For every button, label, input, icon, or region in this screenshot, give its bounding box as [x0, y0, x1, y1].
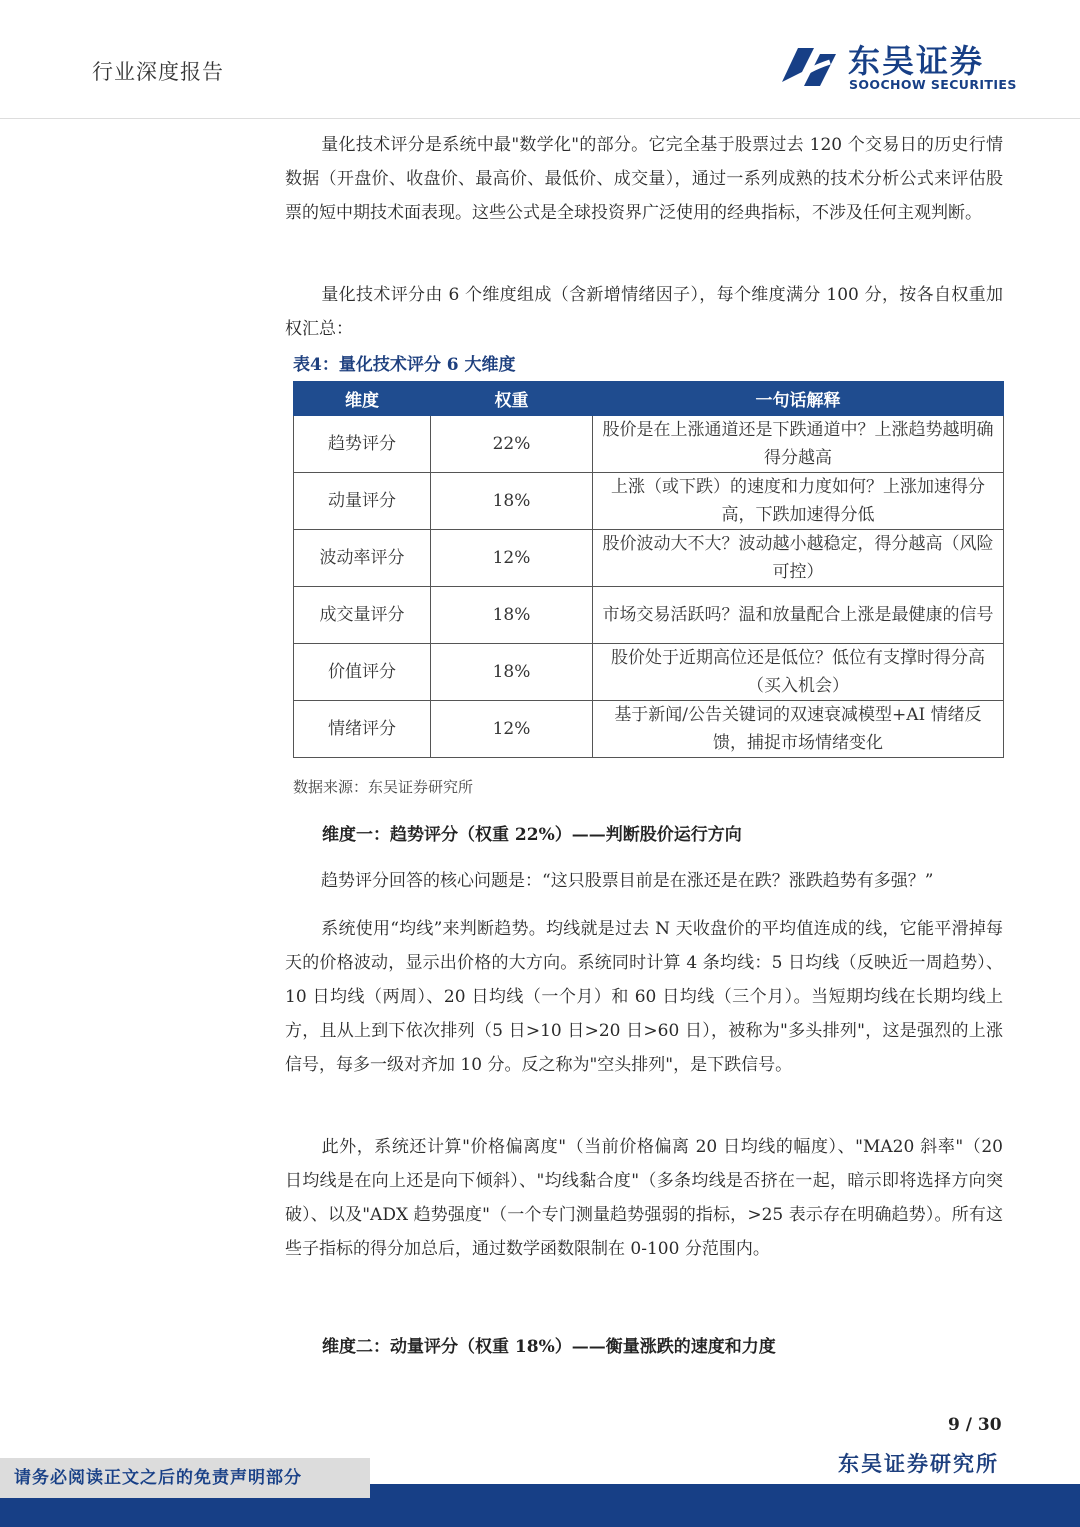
paragraph-intro-text: 量化技术评分是系统中最"数学化"的部分。它完全基于股票过去 120 个交易日的历史行情数据（开盘价、收盘价、最高价、最低价、成交量），通过一系列成熟的技术分析公式来评估股票的短中期技术面表现。这些公式是全球投资界广泛使用的经典指标，不涉及任何主观判断。	[285, 135, 1003, 223]
table-header-dimension: 维度	[294, 382, 431, 416]
paragraph-dimensions	[285, 278, 1003, 346]
logo-english-name: SOOCHOW SECURITIES	[849, 77, 1017, 92]
table-caption: 表4：量化技术评分 6 大维度	[293, 355, 516, 375]
cell-dimension: 情绪评分	[294, 701, 431, 758]
table-header-row	[294, 382, 1004, 416]
table-row	[294, 644, 1004, 701]
paragraph-trend-question-text: 趋势评分回答的核心问题是：“这只股票目前是在涨还是在跌？涨跌趋势有多强？”	[321, 871, 934, 891]
table-row	[294, 701, 1004, 758]
section-heading-momentum: 维度二：动量评分（权重 18%）——衡量涨跌的速度和力度	[322, 1337, 776, 1357]
soochow-logo-icon	[778, 42, 838, 92]
table-row	[294, 415, 1004, 473]
table-row	[294, 530, 1004, 587]
table-header-explanation: 一句话解释	[593, 382, 1004, 416]
logo-chinese-name: 东吴证券	[848, 42, 985, 80]
cell-weight: 18%	[431, 644, 593, 701]
cell-weight: 12%	[431, 701, 593, 758]
table-row	[294, 473, 1004, 530]
header-divider	[0, 118, 1080, 119]
paragraph-moving-average	[285, 912, 1003, 1082]
section-heading-trend: 维度一：趋势评分（权重 22%）——判断股价运行方向	[322, 825, 742, 845]
data-source-note: 数据来源：东吴证券研究所	[293, 778, 474, 796]
report-type-label: 行业深度报告	[92, 60, 224, 84]
cell-explanation: 市场交易活跃吗？温和放量配合上涨是最健康的信号	[593, 587, 1004, 644]
cell-explanation: 基于新闻/公告关键词的双速衰减模型+AI 情绪反馈，捕捉市场情绪变化	[593, 701, 1004, 758]
cell-dimension: 趋势评分	[294, 415, 431, 473]
cell-dimension: 成交量评分	[294, 587, 431, 644]
dimensions-table	[293, 381, 1004, 758]
cell-explanation: 股价波动大不大？波动越小越稳定，得分越高（风险可控）	[593, 530, 1004, 587]
footer-institute-name: 东吴证券研究所	[838, 1451, 999, 1476]
paragraph-sub-indicators-text: 此外，系统还计算"价格偏离度"（当前价格偏离 20 日均线的幅度）、"MA20 斜率"（20 日均线是在向上还是向下倾斜）、"均线黏合度"（多条均线是否挤在一起，暗示即将选择方向突破）、以及"ADX 趋势强度"（一个专门测量趋势强弱的指标，>25 表示存在明确趋势）。所有这些子指标的得分加总后，通过数学函数限制在 0-100 分范围内。	[285, 1137, 1003, 1259]
cell-explanation: 股价是在上涨通道还是下跌通道中？上涨趋势越明确得分越高	[593, 415, 1004, 473]
cell-dimension: 动量评分	[294, 473, 431, 530]
paragraph-intro	[285, 128, 1003, 230]
paragraph-sub-indicators	[285, 1130, 1003, 1266]
cell-weight: 12%	[431, 530, 593, 587]
cell-explanation: 上涨（或下跌）的速度和力度如何？上涨加速得分高，下跌加速得分低	[593, 473, 1004, 530]
cell-dimension: 价值评分	[294, 644, 431, 701]
cell-weight: 22%	[431, 415, 593, 473]
paragraph-trend-question	[285, 864, 1003, 898]
company-logo	[778, 40, 1017, 96]
paragraph-moving-average-text: 系统使用“均线”来判断趋势。均线就是过去 N 天收盘价的平均值连成的线，它能平滑掉每天的价格波动，显示出价格的大方向。系统同时计算 4 条均线：5 日均线（反映近一周趋势）、10 日均线（两周）、20 日均线（一个月）和 60 日均线（三个月）。当短期均线在长期均线上方，且从上到下依次排列（5 日>10 日>20 日>60 日），被称为"多头排列"，这是强烈的上涨信号，每多一级对齐加 10 分。反之称为"空头排列"，是下跌信号。	[285, 919, 1003, 1075]
table-row	[294, 587, 1004, 644]
page-number: 9 / 30	[948, 1415, 1002, 1435]
cell-weight: 18%	[431, 473, 593, 530]
cell-dimension: 波动率评分	[294, 530, 431, 587]
cell-explanation: 股价处于近期高位还是低位？低位有支撑时得分高（买入机会）	[593, 644, 1004, 701]
table-header-weight: 权重	[431, 382, 593, 416]
paragraph-dimensions-text: 量化技术评分由 6 个维度组成（含新增情绪因子），每个维度满分 100 分，按各自权重加权汇总：	[285, 285, 1003, 339]
disclaimer-notice: 请务必阅读正文之后的免责声明部分	[0, 1458, 370, 1498]
cell-weight: 18%	[431, 587, 593, 644]
